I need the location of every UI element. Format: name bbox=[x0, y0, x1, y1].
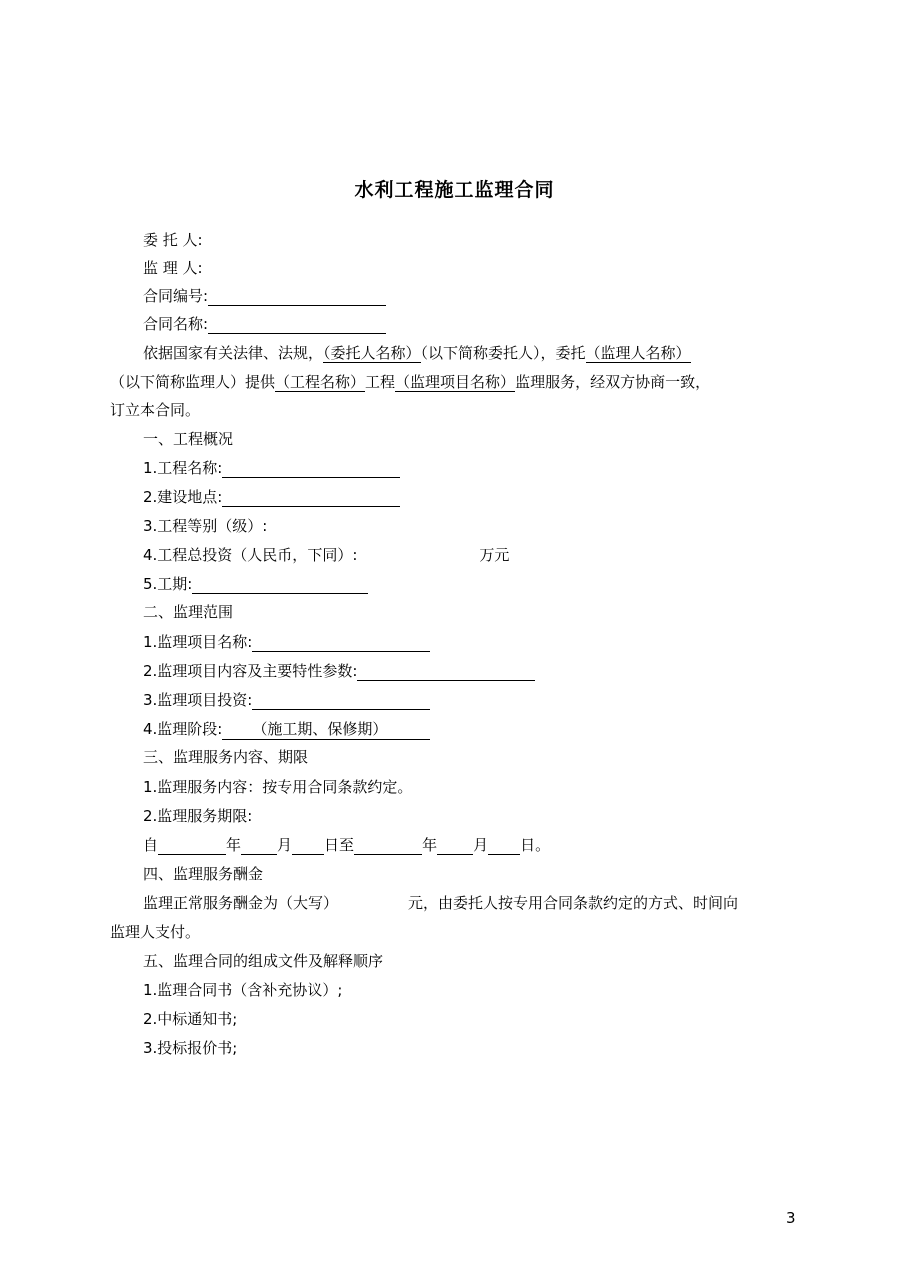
intro-line-1 bbox=[143, 343, 691, 363]
page-number: 3 bbox=[786, 1209, 796, 1227]
stage-label: 4.监理阶段: bbox=[143, 720, 223, 738]
item-name-blank bbox=[252, 635, 430, 652]
section-2-heading: 二、监理范围 bbox=[143, 603, 234, 621]
date-blank bbox=[354, 838, 422, 855]
intro-line-2 bbox=[110, 372, 710, 392]
intro-line-3 bbox=[110, 400, 200, 420]
intro-text: （以下简称监理人）提供 bbox=[110, 373, 276, 391]
date-blank bbox=[437, 838, 473, 855]
intro-item-field: （监理项目名称） bbox=[395, 373, 516, 391]
fee-line-2: 监理人支付。 bbox=[110, 923, 201, 941]
stage-line bbox=[143, 719, 430, 740]
site-line bbox=[143, 487, 400, 507]
date-text: 年 bbox=[422, 836, 438, 854]
page-title: 水利工程施工监理合同 bbox=[354, 179, 555, 201]
contract-name-line bbox=[143, 314, 386, 334]
item-investment-label: 3.监理项目投资: bbox=[143, 691, 253, 709]
site-blank bbox=[222, 490, 400, 507]
contract-no-blank bbox=[208, 289, 386, 306]
contract-name-label: 合同名称: bbox=[143, 315, 209, 333]
duration-line bbox=[143, 574, 368, 594]
duration-label: 5.工期: bbox=[143, 575, 193, 593]
item-content-label: 2.监理项目内容及主要特性参数: bbox=[143, 662, 358, 680]
section-1-heading: 一、工程概况 bbox=[143, 430, 234, 448]
intro-text: （以下简称委托人），委托 bbox=[420, 344, 586, 362]
section-3-heading: 三、监理服务内容、期限 bbox=[143, 748, 309, 766]
contract-no-label: 合同编号: bbox=[143, 287, 209, 305]
date-text: 日至 bbox=[324, 836, 355, 854]
date-text: 年 bbox=[226, 836, 242, 854]
stage-value: （施工期、保修期） bbox=[222, 719, 430, 740]
intro-text: 依据国家有关法律、法规， bbox=[143, 344, 324, 362]
project-name-line bbox=[143, 458, 400, 478]
date-blank bbox=[241, 838, 277, 855]
intro-supervisor-field: （监理人名称） bbox=[585, 344, 691, 362]
intro-text: 订立本合同。 bbox=[110, 401, 201, 419]
item-name-line bbox=[143, 632, 430, 652]
supervisor-line bbox=[143, 258, 203, 278]
date-text: 月 bbox=[277, 836, 293, 854]
date-text: 日。 bbox=[520, 836, 551, 854]
item-content-line bbox=[143, 661, 535, 681]
grade-line: 3.工程等别（级）: bbox=[143, 517, 268, 535]
date-text: 自 bbox=[143, 836, 159, 854]
investment-unit: 万元 bbox=[479, 546, 510, 564]
project-name-blank bbox=[222, 461, 400, 478]
site-label: 2.建设地点: bbox=[143, 488, 223, 506]
item-name-label: 1.监理项目名称: bbox=[143, 633, 253, 651]
document-item-1: 1.监理合同书（含补充协议）; bbox=[143, 981, 343, 999]
project-name-label: 1.工程名称: bbox=[143, 459, 223, 477]
intro-text: 监理服务，经双方协商一致， bbox=[515, 373, 711, 391]
contract-no-line bbox=[143, 286, 386, 306]
document-item-2: 2.中标通知书; bbox=[143, 1010, 238, 1028]
fee-text: 元，由委托人按专用合同条款约定的方式、时间向 bbox=[408, 894, 739, 912]
client-label: 委 托 人: bbox=[143, 231, 203, 249]
intro-client-field: （委托人名称） bbox=[323, 344, 421, 362]
document-item-3: 3.投标报价书; bbox=[143, 1039, 238, 1057]
section-5-heading: 五、监理合同的组成文件及解释顺序 bbox=[143, 952, 384, 970]
intro-text: 工程 bbox=[365, 373, 396, 391]
date-range-line bbox=[143, 835, 550, 855]
fee-text: 监理正常服务酬金为（大写） bbox=[143, 894, 339, 912]
item-investment-line bbox=[143, 690, 430, 710]
section-4-heading: 四、监理服务酬金 bbox=[143, 865, 264, 883]
contract-name-blank bbox=[208, 317, 386, 334]
client-line bbox=[143, 230, 203, 250]
service-period-line: 2.监理服务期限: bbox=[143, 807, 253, 825]
investment-label: 4.工程总投资（人民币，下同）: bbox=[143, 546, 358, 564]
supervisor-label: 监 理 人: bbox=[143, 259, 203, 277]
date-text: 月 bbox=[473, 836, 489, 854]
item-investment-blank bbox=[252, 693, 430, 710]
date-blank bbox=[488, 838, 520, 855]
date-blank bbox=[158, 838, 226, 855]
item-content-blank bbox=[357, 664, 535, 681]
duration-blank bbox=[192, 577, 368, 594]
intro-project-field: （工程名称） bbox=[275, 373, 366, 391]
investment-line bbox=[143, 545, 509, 565]
fee-line-1 bbox=[143, 893, 738, 913]
date-blank bbox=[292, 838, 324, 855]
service-content-line: 1.监理服务内容：按专用合同条款约定。 bbox=[143, 778, 413, 796]
